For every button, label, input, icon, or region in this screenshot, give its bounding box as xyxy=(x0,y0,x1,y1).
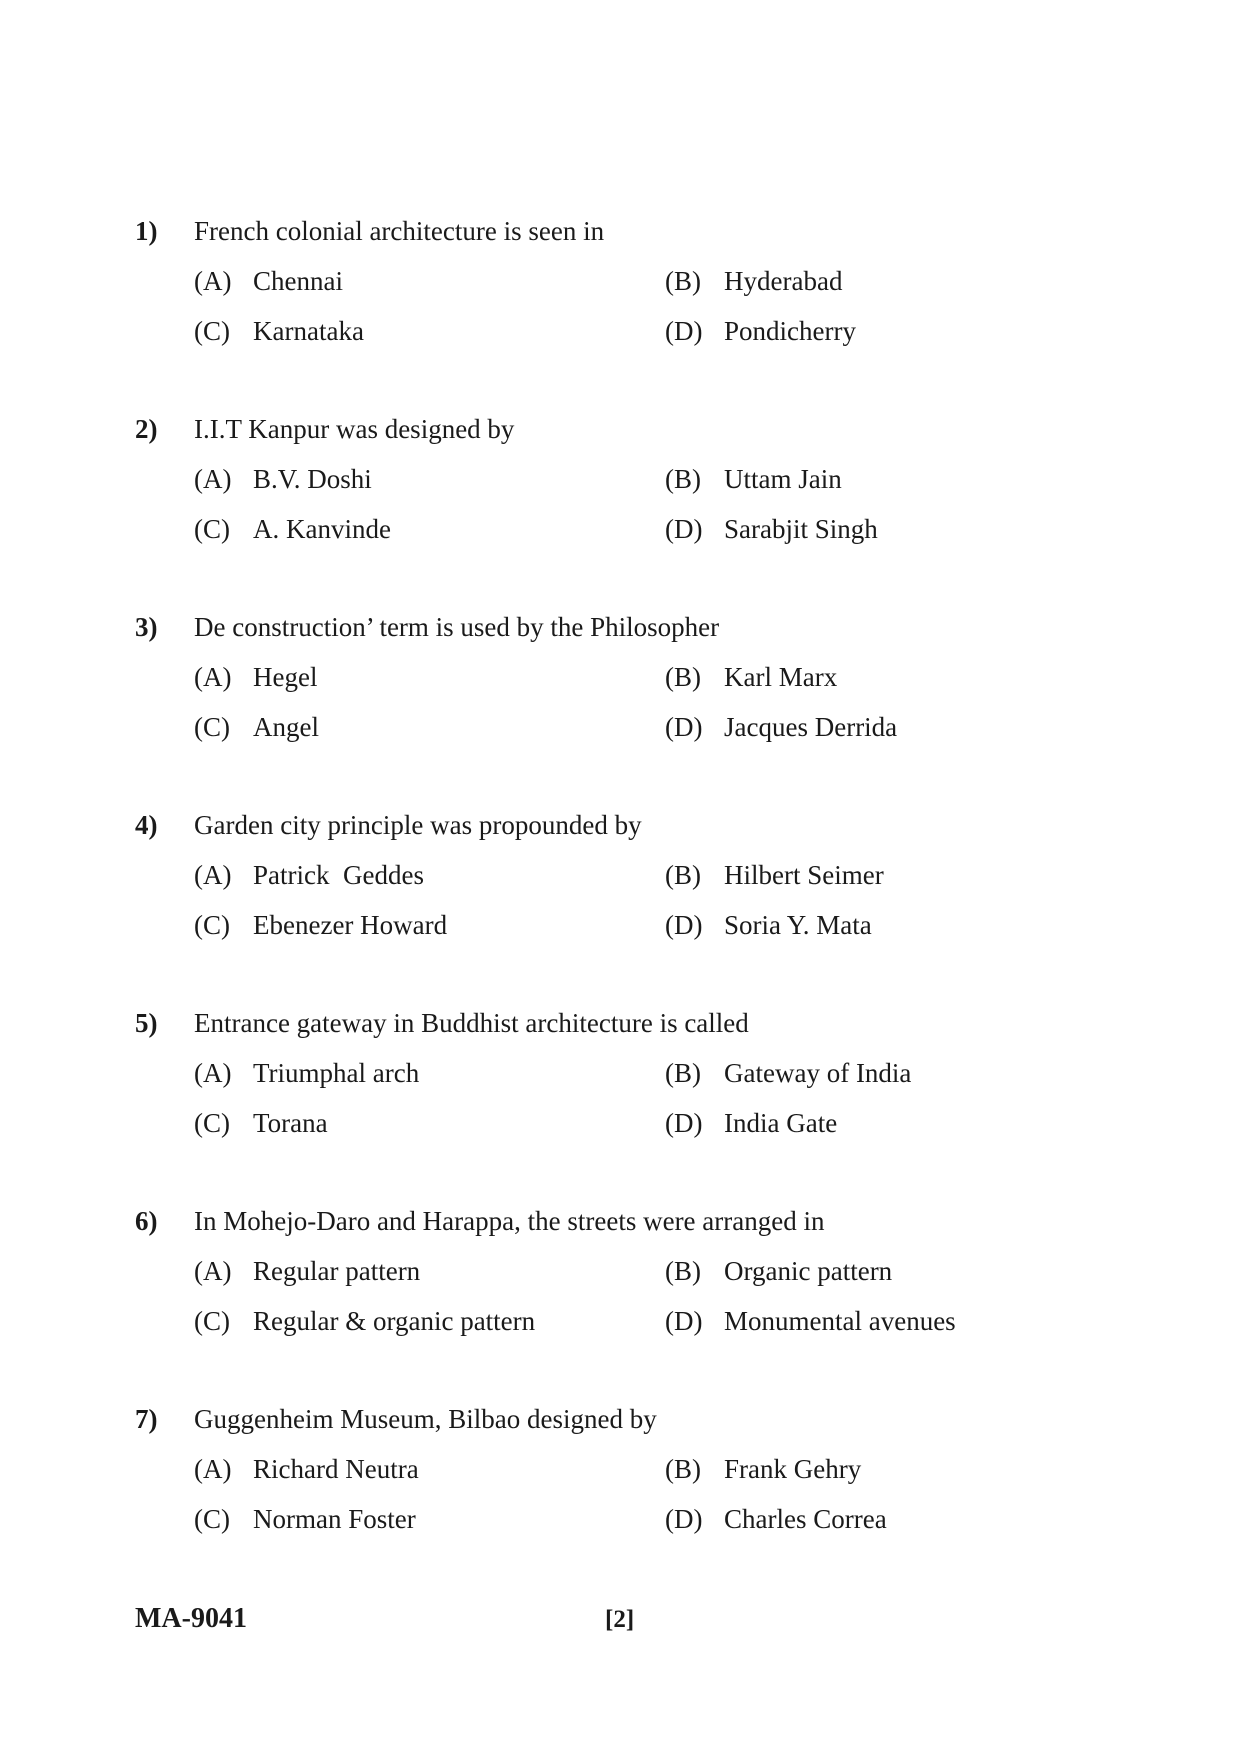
option-text: Gateway of India xyxy=(724,1058,912,1088)
option-text: Patrick Geddes xyxy=(253,860,424,890)
option-letter: (A) xyxy=(194,1256,232,1286)
option-letter: (A) xyxy=(194,1058,232,1088)
option-a xyxy=(194,1057,654,1089)
option-d xyxy=(665,1107,1125,1139)
option-letter: (A) xyxy=(194,1454,232,1484)
option-d xyxy=(665,1503,1125,1535)
option-text: Monumental avenues xyxy=(724,1306,956,1336)
option-d xyxy=(665,315,1125,347)
option-text: Pondicherry xyxy=(724,316,856,346)
option-letter: (C) xyxy=(194,1108,230,1138)
option-c xyxy=(194,909,654,941)
option-letter: (B) xyxy=(665,662,701,692)
option-text: Regular & organic pattern xyxy=(253,1306,536,1336)
option-text: Hegel xyxy=(253,662,318,692)
option-b xyxy=(665,1453,1125,1485)
option-a xyxy=(194,661,654,693)
option-letter: (D) xyxy=(665,1108,703,1138)
option-text: A. Kanvinde xyxy=(253,514,391,544)
option-b xyxy=(665,859,1125,891)
option-a xyxy=(194,265,654,297)
option-letter: (D) xyxy=(665,910,703,940)
question-3 xyxy=(0,611,1241,781)
question-text: In Mohejo-Daro and Harappa, the streets were arranged in xyxy=(194,1206,825,1236)
option-letter: (B) xyxy=(665,1058,701,1088)
option-d xyxy=(665,711,1125,743)
option-text: Hilbert Seimer xyxy=(724,860,884,890)
option-letter: (C) xyxy=(194,1504,230,1534)
option-letter: (A) xyxy=(194,266,232,296)
question-1 xyxy=(0,215,1241,385)
page-number: [2] xyxy=(605,1606,635,1633)
option-text: Jacques Derrida xyxy=(724,712,898,742)
option-d xyxy=(665,1305,1125,1337)
option-letter: (A) xyxy=(194,860,232,890)
option-b xyxy=(665,463,1125,495)
question-text: Entrance gateway in Buddhist architecture is called xyxy=(194,1008,749,1038)
option-b xyxy=(665,265,1125,297)
option-text: B.V. Doshi xyxy=(253,464,372,494)
option-letter: (D) xyxy=(665,316,703,346)
option-text: Soria Y. Mata xyxy=(724,910,872,940)
option-a xyxy=(194,463,654,495)
question-text: French colonial architecture is seen in xyxy=(194,216,605,246)
option-text: Richard Neutra xyxy=(253,1454,419,1484)
option-c xyxy=(194,1305,654,1337)
option-letter: (D) xyxy=(665,712,703,742)
question-number: 6) xyxy=(135,1206,158,1236)
option-d xyxy=(665,909,1125,941)
option-text: Regular pattern xyxy=(253,1256,421,1286)
option-text: Angel xyxy=(253,712,319,742)
option-text: Charles Correa xyxy=(724,1504,887,1534)
option-text: Frank Gehry xyxy=(724,1454,862,1484)
option-text: Torana xyxy=(253,1108,328,1138)
option-letter: (A) xyxy=(194,662,232,692)
question-number: 2) xyxy=(135,414,158,444)
question-text: Guggenheim Museum, Bilbao designed by xyxy=(194,1404,657,1434)
option-a xyxy=(194,1453,654,1485)
question-4 xyxy=(0,809,1241,979)
option-b xyxy=(665,1057,1125,1089)
option-c xyxy=(194,315,654,347)
option-text: Norman Foster xyxy=(253,1504,416,1534)
option-c xyxy=(194,711,654,743)
option-text: Karl Marx xyxy=(724,662,838,692)
option-letter: (B) xyxy=(665,266,701,296)
question-2 xyxy=(0,413,1241,583)
question-6 xyxy=(0,1205,1241,1375)
option-letter: (C) xyxy=(194,910,230,940)
option-letter: (D) xyxy=(665,1504,703,1534)
question-text: I.I.T Kanpur was designed by xyxy=(194,414,515,444)
option-text: Karnataka xyxy=(253,316,364,346)
question-number: 5) xyxy=(135,1008,158,1038)
option-letter: (D) xyxy=(665,514,703,544)
option-c xyxy=(194,513,654,545)
question-5 xyxy=(0,1007,1241,1177)
option-letter: (C) xyxy=(194,1306,230,1336)
question-7 xyxy=(0,1403,1241,1573)
option-letter: (C) xyxy=(194,712,230,742)
option-c xyxy=(194,1107,654,1139)
question-text: Garden city principle was propounded by xyxy=(194,810,642,840)
option-letter: (B) xyxy=(665,1256,701,1286)
question-number: 3) xyxy=(135,612,158,642)
option-text: Triumphal arch xyxy=(253,1058,420,1088)
option-text: Chennai xyxy=(253,266,343,296)
option-letter: (B) xyxy=(665,1454,701,1484)
option-text: Uttam Jain xyxy=(724,464,842,494)
option-text: Hyderabad xyxy=(724,266,843,296)
option-text: India Gate xyxy=(724,1108,838,1138)
option-text: Organic pattern xyxy=(724,1256,893,1286)
question-text: De construction’ term is used by the Philosopher xyxy=(194,612,720,642)
option-text: Sarabjit Singh xyxy=(724,514,878,544)
option-letter: (B) xyxy=(665,464,701,494)
option-letter: (B) xyxy=(665,860,701,890)
option-c xyxy=(194,1503,654,1535)
option-b xyxy=(665,661,1125,693)
option-a xyxy=(194,859,654,891)
option-text: Ebenezer Howard xyxy=(253,910,448,940)
question-number: 7) xyxy=(135,1404,158,1434)
option-b xyxy=(665,1255,1125,1287)
option-d xyxy=(665,513,1125,545)
paper-code: MA-9041 xyxy=(135,1603,247,1634)
option-letter: (A) xyxy=(194,464,232,494)
option-letter: (C) xyxy=(194,514,230,544)
question-number: 1) xyxy=(135,216,158,246)
option-a xyxy=(194,1255,654,1287)
option-letter: (D) xyxy=(665,1306,703,1336)
question-number: 4) xyxy=(135,810,158,840)
option-letter: (C) xyxy=(194,316,230,346)
